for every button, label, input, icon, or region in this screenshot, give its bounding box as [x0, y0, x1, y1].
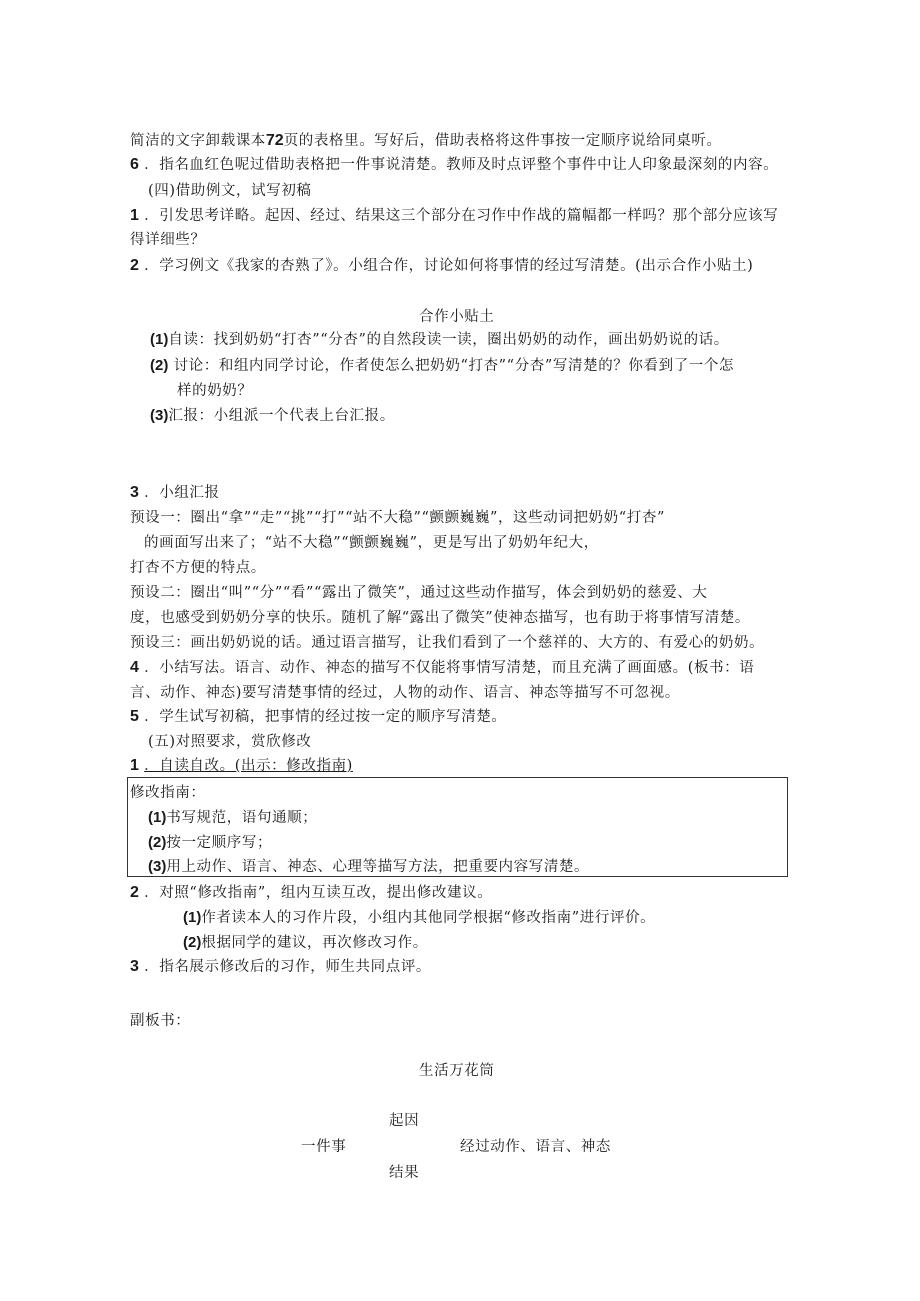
- tip-item-2-cont: 样的奶奶？: [177, 383, 253, 399]
- board-title: 生活万花筒: [419, 1063, 495, 1079]
- guide-item-2: [148, 833, 272, 853]
- step-number: 1: [130, 207, 139, 224]
- item-text: 讨论：和组内同学讨论，作者使怎么把奶奶“打杏”“分杏”写清楚的？你看到了一个怎: [173, 358, 735, 374]
- step-1-detail-cont: 得详细些？: [130, 232, 206, 248]
- paragraph-table-fill: [130, 131, 722, 151]
- item-number: (2): [150, 357, 169, 374]
- item-text: 汇报：小组派一个代表上台汇报。: [168, 408, 395, 424]
- guide-item-3: [148, 857, 589, 877]
- step-4-summary: [130, 658, 754, 678]
- step-text: ．学习例文《我家的杏熟了》。小组合作，讨论如何将事情的经过写清楚。(出示合作小贴土): [144, 258, 754, 274]
- item-text: 用上动作、语言、神态、心理等描写方法，把重要内容写清楚。: [166, 859, 590, 875]
- step-number: 2: [130, 884, 139, 901]
- step-text: ．指名展示修改后的习作，师生共同点评。: [144, 959, 432, 975]
- tip-item-1: [150, 330, 729, 350]
- preset-1-line-2: 的画面写出来了；“站不大稳”“颤颤巍巍”，更是写出了奶奶年纪大，: [144, 535, 599, 551]
- item-number: (2): [183, 934, 202, 951]
- guide-item-1: [148, 808, 317, 828]
- step-6: [130, 155, 778, 175]
- step-text: ．自读自改。(出示：修改指南): [144, 758, 353, 774]
- step-2-peer-edit: [130, 883, 492, 903]
- step-number: 2: [130, 257, 139, 274]
- peer-edit-item-2: [183, 933, 428, 953]
- step-number: 5: [130, 708, 139, 725]
- guide-title: 修改指南：: [130, 785, 206, 801]
- preset-3: 预设三：画出奶奶说的话。通过语言描写，让我们看到了一个慈祥的、大方的、有爱心的奶奶。: [130, 635, 765, 651]
- step-text: ．引发思考详略。起因、经过、结果这三个部分在习作中作战的篇幅都一样吗？那个部分应该写: [144, 208, 779, 224]
- item-text: 书写规范，语句通顺；: [166, 810, 318, 826]
- item-text: 作者读本人的习作片段，小组内其他同学根据“修改指南”进行评价。: [201, 910, 656, 926]
- item-number: (2): [148, 834, 167, 851]
- step-5-draft: [130, 707, 507, 727]
- step-3-report: [130, 483, 220, 503]
- step-text: ．学生试写初稿，把事情的经过按一定的顺序写清楚。: [144, 709, 507, 725]
- step-number: 4: [130, 659, 139, 676]
- section-4-heading: (四)借助例文，试写初稿: [148, 183, 312, 199]
- board-process: 经过动作、语言、神态: [460, 1139, 611, 1155]
- step-text: ．对照“修改指南”，组内互读互改，提出修改建议。: [144, 885, 493, 901]
- board-result: 结果: [389, 1165, 420, 1181]
- step-number: 3: [130, 958, 139, 975]
- item-number: (1): [148, 809, 167, 826]
- item-text: 自读：找到奶奶“打杏”“分杏”的自然段读一读，圈出奶奶的动作，画出奶奶说的话。: [168, 332, 729, 348]
- tip-item-3: [150, 406, 395, 426]
- revision-guide-box: [127, 777, 788, 877]
- preset-2-line-2: 度，也感受到奶奶分享的快乐。随机了解“露出了微笑”使神态描写，也有助于将事情写清楚。: [130, 610, 751, 626]
- item-number: (1): [150, 331, 169, 348]
- board-cause: 起因: [389, 1113, 420, 1129]
- preset-1-line-3: 打杏不方便的特点。: [130, 560, 266, 576]
- step-3-showcase: [130, 957, 431, 977]
- item-number: (1): [183, 909, 202, 926]
- page-number-value: 72: [265, 132, 284, 149]
- tip-item-2: [150, 356, 734, 376]
- step-1-detail: [130, 206, 778, 226]
- step-4-summary-cont: 言、动作、神态)要写清楚事情的经过，人物的动作、语言、神态等描写不可忽视。: [130, 685, 680, 701]
- peer-edit-item-1: [183, 908, 655, 928]
- item-number: (3): [148, 858, 167, 875]
- text: 简洁的文字卸载课本: [130, 133, 266, 149]
- board-label: 副板书：: [130, 1013, 191, 1029]
- tip-title: 合作小贴土: [419, 309, 495, 325]
- step-number: 3: [130, 484, 139, 501]
- item-number: (3): [150, 407, 169, 424]
- step-number: 1: [130, 757, 139, 774]
- step-2-example: [130, 256, 753, 276]
- step-number: 6: [130, 156, 139, 173]
- step-text: ．小组汇报: [144, 485, 220, 501]
- preset-2-line-1: 预设二：圈出“叫”“分”“看”“露出了微笑”，通过这些动作描写，体会到奶奶的慈爱、大: [130, 585, 708, 601]
- section-5-heading: (五)对照要求，赏欣修改: [148, 734, 312, 750]
- preset-1-line-1: 预设一：圈出“拿”“走”“挑”“打”“站不大稳”“颤颤巍巍”，这些动词把奶奶“打杏”: [130, 510, 665, 526]
- step-text: ．指名血红色呢过借助表格把一件事说清楚。教师及时点评整个事件中让人印象最深刻的内容。: [144, 157, 779, 173]
- step-1-self-edit: [130, 756, 353, 776]
- item-text: 按一定顺序写；: [166, 835, 273, 851]
- text: 页的表格里。写好后，借助表格将这件事按一定顺序说给同桌听。: [283, 133, 722, 149]
- step-text: ．小结写法。语言、动作、神态的描写不仅能将事情写清楚，而且充满了画面感。(板书：语: [144, 660, 755, 676]
- board-event: 一件事: [301, 1139, 347, 1155]
- item-text: 根据同学的建议，再次修改习作。: [201, 935, 428, 951]
